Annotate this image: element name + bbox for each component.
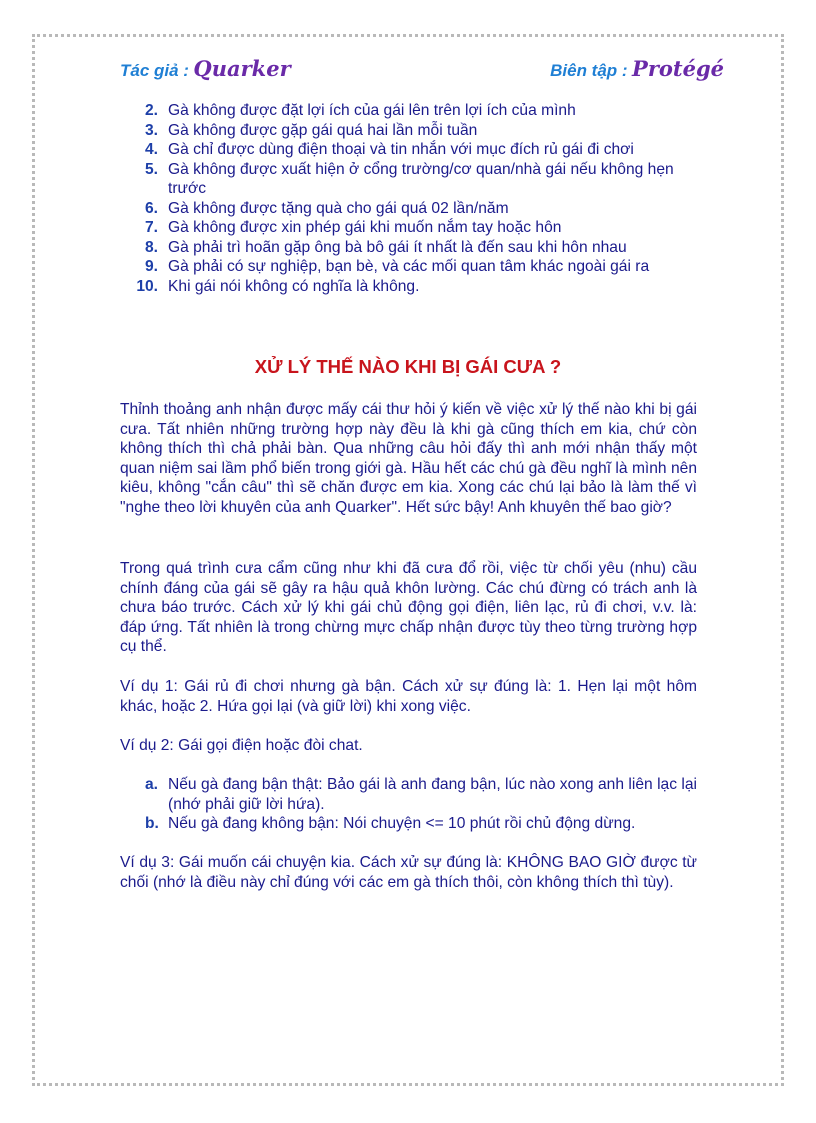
list-letter: a. bbox=[145, 776, 159, 793]
section-title: XỬ LÝ THẾ NÀO KHI BỊ GÁI CƯA ? bbox=[254, 356, 562, 377]
rules-list bbox=[120, 101, 700, 296]
list-number: 4. bbox=[144, 141, 158, 158]
list-item bbox=[120, 238, 700, 258]
list-number: 6. bbox=[144, 199, 158, 217]
author-name: Quarker bbox=[193, 56, 291, 81]
list-text: Gà không được xin phép gái khi muốn nắm tay hoặc hôn bbox=[168, 219, 562, 236]
example-2-paragraph: Ví dụ 2: Gái gọi điện hoặc đòi chat. bbox=[120, 737, 363, 754]
list-text: Gà không được xuất hiện ở cổng trường/cơ quan/nhà gái nếu không hẹn trước bbox=[168, 160, 674, 197]
editor-label: Biên tập : bbox=[550, 61, 628, 80]
list-item bbox=[120, 199, 700, 219]
list-number: 8. bbox=[144, 238, 158, 256]
example-1-paragraph: Ví dụ 1: Gái rủ đi chơi nhưng gà bận. Cách xử sự đúng là: 1. Hẹn lại một hôm khác, hoặc 2. Hứa gọi lại (và giữ lời) khi xong việc. bbox=[120, 678, 697, 715]
list-item bbox=[120, 277, 700, 297]
list-number: 7. bbox=[144, 219, 158, 236]
handling-paragraph: Trong quá trình cưa cẩm cũng như khi đã cưa đổ rồi, việc từ chối yêu (nhu) cầu chính đáng của gái sẽ gây ra hậu quả khôn lường. Các chú đừng có trách anh là chưa báo trước. Cách xử lý khi gái chủ động gọi điện, liên lạc, rủ đi chơi, v.v. là: đáp ứng. Tất nhiên là trong chừng mực chấp nhận được tùy theo từng trường hợp cụ thể. bbox=[120, 560, 697, 655]
list-number: 3. bbox=[144, 121, 158, 139]
example-3-paragraph: Ví dụ 3: Gái muốn cái chuyện kia. Cách xử sự đúng là: KHÔNG BAO GIỜ được từ chối (nhớ là điều này chỉ đúng với các em gà thích thôi, còn không thích thì tùy). bbox=[120, 854, 697, 891]
list-number: 5. bbox=[144, 160, 158, 178]
list-text: Nếu gà đang bận thật: Bảo gái là anh đang bận, lúc nào xong anh liên lạc lại (nhớ phải giữ lời hứa). bbox=[168, 776, 697, 813]
list-letter: b. bbox=[145, 815, 159, 832]
list-number: 10. bbox=[136, 277, 158, 295]
editor-credit bbox=[550, 56, 724, 81]
list-text: Gà không được gặp gái quá hai lần mỗi tuần bbox=[168, 121, 478, 139]
list-item bbox=[120, 160, 700, 199]
list-text: Gà không được đặt lợi ích của gái lên trên lợi ích của mình bbox=[168, 102, 576, 119]
list-text: Gà phải có sự nghiệp, bạn bè, và các mối quan tâm khác ngoài gái ra bbox=[168, 258, 650, 275]
example-2-options bbox=[145, 775, 697, 834]
list-item bbox=[120, 140, 700, 160]
intro-paragraph: Thỉnh thoảng anh nhận được mấy cái thư hỏi ý kiến về việc xử lý thế nào khi bị gái cưa. Tất nhiên những trường hợp này đều là khi gà cũng thích em kia, chứ còn không thích thì chả phải bàn. Qua những câu hỏi đấy thì anh mới nhận thấy một quan niệm sai lầm phổ biến trong giới gà. Hầu hết các chú gà đều nghĩ là mình nên kiêu, không "cắn câu" thì sẽ chăn được em kia. Xong các chú lại bảo là làm thế vì "nghe theo lời khuyên của anh Quarker". Hết sức bậy! Anh khuyên thế bao giờ? bbox=[120, 401, 697, 516]
list-item bbox=[120, 121, 700, 141]
list-number: 2. bbox=[144, 102, 158, 119]
list-number: 9. bbox=[144, 258, 158, 275]
list-text: Gà chỉ được dùng điện thoại và tin nhắn với mục đích rủ gái đi chơi bbox=[168, 141, 634, 158]
editor-name: Protégé bbox=[632, 56, 724, 81]
list-item bbox=[145, 775, 697, 814]
list-text: Nếu gà đang không bận: Nói chuyện <= 10 phút rồi chủ động dừng. bbox=[168, 815, 636, 832]
author-credit bbox=[120, 56, 291, 81]
list-text: Khi gái nói không có nghĩa là không. bbox=[168, 277, 420, 295]
list-item bbox=[120, 101, 700, 121]
list-text: Gà phải trì hoãn gặp ông bà bô gái ít nhất là đến sau khi hôn nhau bbox=[168, 238, 627, 256]
author-label: Tác giả : bbox=[120, 61, 189, 80]
list-item bbox=[145, 814, 697, 834]
list-text: Gà không được tặng quà cho gái quá 02 lần/năm bbox=[168, 199, 509, 217]
page-header bbox=[120, 56, 724, 82]
list-item bbox=[120, 257, 700, 277]
list-item bbox=[120, 218, 700, 238]
